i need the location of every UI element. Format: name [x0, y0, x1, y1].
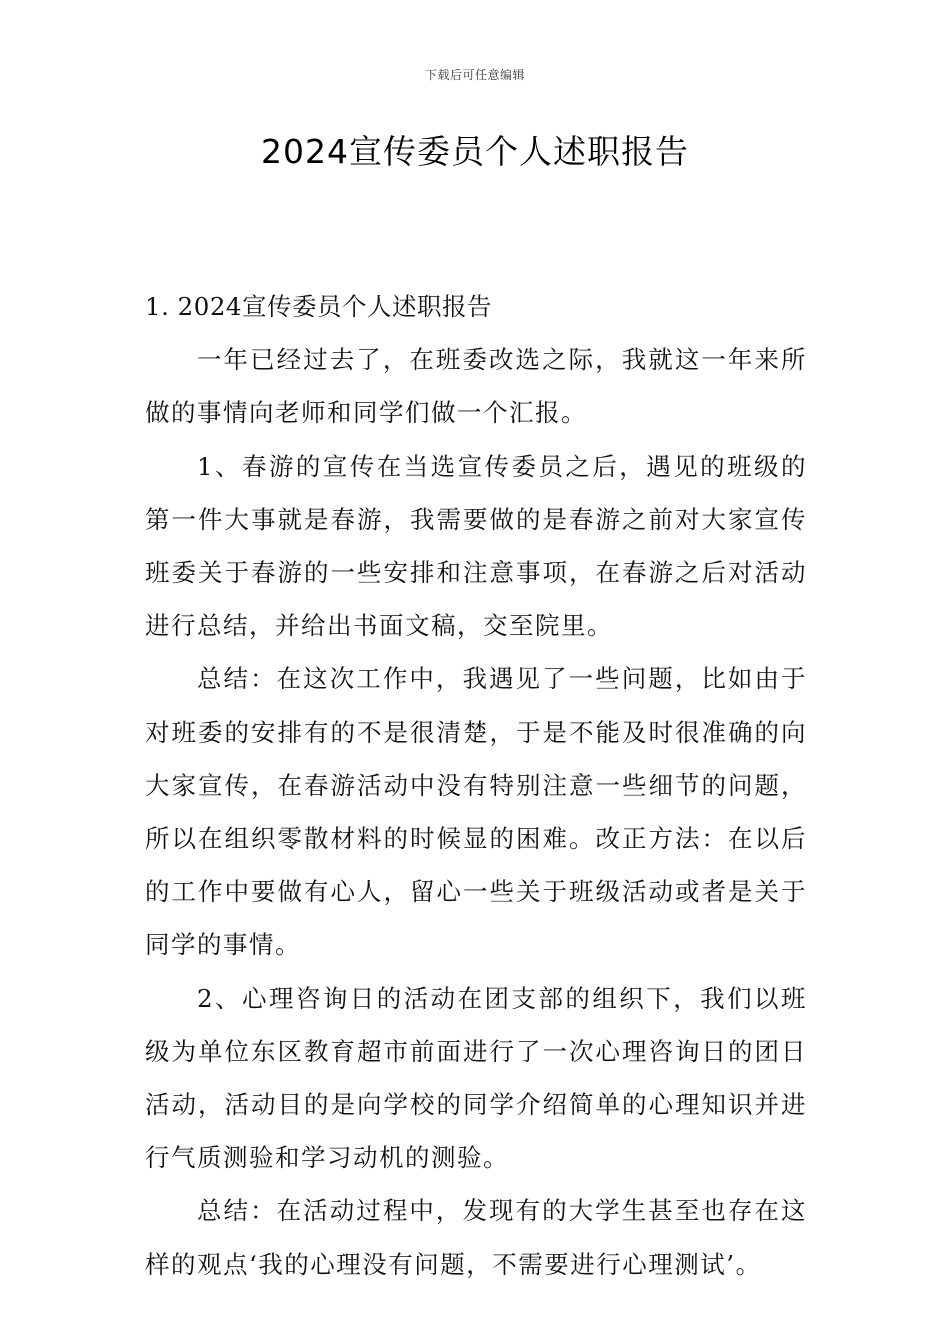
paragraph-counseling-day: 2、心理咨询日的活动在团支部的组织下，我们以班级为单位东区教育超市前面进行了一次心理咨询日的团日活动，活动目的是向学校的同学介绍简单的心理知识并进行气质测验和学习动机的测验。 — [145, 983, 807, 1173]
document-title: 2024宣传委员个人述职报告 — [261, 132, 689, 171]
section-heading: 1. 2024宣传委员个人述职报告 — [145, 292, 493, 321]
paragraph-summary-2: 总结：在活动过程中，发现有的大学生甚至也存在这样的观点‘我的心理没有问题，不需要进行心理测试’。 — [145, 1196, 807, 1279]
paragraph-intro: 一年已经过去了，在班委改选之际，我就这一年来所做的事情向老师和同学们做一个汇报。 — [145, 345, 807, 428]
paragraph-summary-1: 总结：在这次工作中，我遇见了一些问题，比如由于对班委的安排有的不是很清楚，于是不能及时很准确的向大家宣传，在春游活动中没有特别注意一些细节的问题，所以在组织零散材料的时候显的困难。改正方法：在以后的工作中要做有心人，留心一些关于班级活动或者是关于同学的事情。 — [145, 664, 807, 960]
paragraph-spring-outing: 1、春游的宣传在当选宣传委员之后，遇见的班级的第一件大事就是春游，我需要做的是春游之前对大家宣传班委关于春游的一些安排和注意事项，在春游之后对活动进行总结，并给出书面文稿，交至院里。 — [145, 451, 807, 641]
document-body — [145, 280, 807, 1291]
header-note: 下载后可任意编辑 — [424, 68, 525, 82]
